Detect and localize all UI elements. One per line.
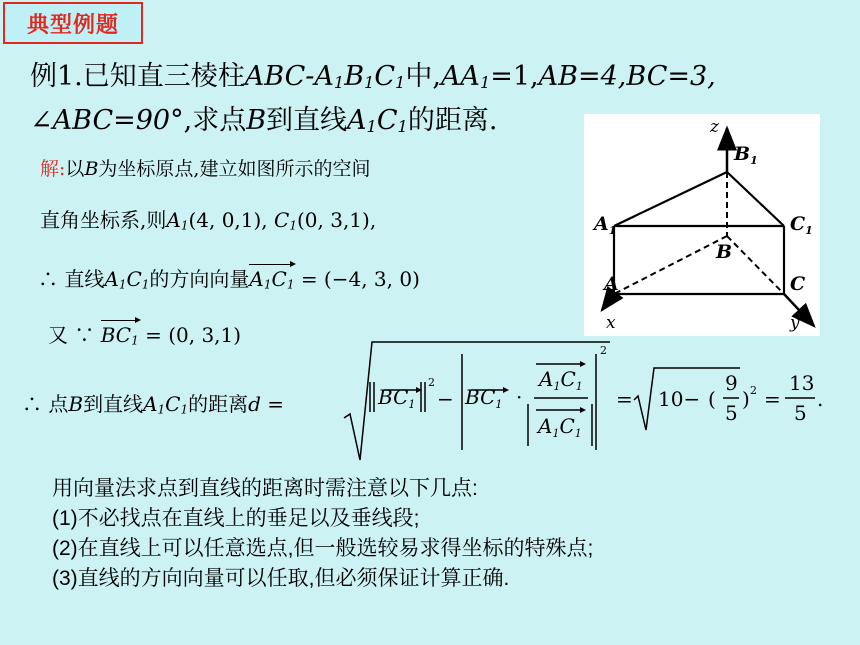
- ten-minus: 10−: [658, 387, 701, 411]
- y-label: y: [790, 313, 800, 333]
- edge-b-a: [614, 236, 727, 294]
- result-num: 13: [789, 371, 815, 395]
- label-b1: $B_1$: [734, 143, 758, 167]
- frac-num: 9: [725, 371, 738, 395]
- notes-intro: 用向量法求点到直线的距离时需注意以下几点:: [52, 477, 478, 500]
- label-b: B: [716, 241, 733, 263]
- svg-text:.: .: [817, 387, 824, 411]
- solution-line-5: ∴ 点B到直线$A_1C_1$的距离d =: [22, 392, 285, 417]
- notes-item-2: (2)在直线上可以任意选点,但一般选较易求得坐标的特殊点;: [52, 537, 594, 560]
- distance-formula: [340, 338, 840, 464]
- svg-text:2: 2: [428, 376, 435, 389]
- notes-block: [52, 474, 593, 594]
- edge-b1-a1: [614, 172, 727, 226]
- svg-text:=: =: [616, 387, 633, 411]
- svg-text:BC1: $BC_1$: [465, 385, 503, 411]
- svg-text:(: (: [708, 387, 716, 411]
- svg-text:A1C1: $A_1C_1$: [539, 367, 583, 393]
- example-tag: [3, 2, 143, 44]
- vector-bc1: $BC_1$: [100, 323, 139, 348]
- solution-line-1: 解:以B为坐标原点,建立如图所示的空间: [40, 158, 371, 180]
- notes-item-1: (1)不必找点在直线上的垂足以及垂线段;: [52, 507, 420, 530]
- prism-diagram: [584, 114, 820, 336]
- z-label: z: [710, 117, 719, 137]
- label-a: A: [604, 273, 619, 295]
- result-den: 5: [794, 401, 807, 425]
- svg-text:·: ·: [516, 385, 523, 409]
- edge-b1-c1: [727, 172, 784, 226]
- label-c: C: [790, 273, 806, 295]
- label-c1: $C_1$: [790, 213, 813, 237]
- label-a1: $A_1$: [594, 213, 617, 237]
- solution-line-2: 直角坐标系,则$A_1(4$, 0,1), $C_1(0$, 3,1),: [40, 208, 377, 233]
- solution-line-4: 又 ∵ $BC_1 = (0$, 3,1): [48, 323, 242, 348]
- x-label: x: [606, 313, 616, 333]
- x-axis: [602, 294, 614, 310]
- example-tag-label: 典型例题: [26, 12, 119, 38]
- svg-text:−: −: [437, 387, 454, 411]
- edge-b-c: [727, 236, 784, 294]
- solution-line-3: ∴ 直线$A_1C_1$的方向向量$A_1C_1 = (-4$, 3, 0): [38, 267, 420, 292]
- svg-text:2: 2: [750, 384, 757, 397]
- problem-line-1: 例1.已知直三棱柱ABC-$A_1B_1C_1$中$,AA_1=1,AB=4,BC=3$,: [30, 61, 716, 93]
- svg-text:=: =: [764, 387, 781, 411]
- svg-text:A1C1: $A_1C_1$: [538, 414, 582, 440]
- svg-text:2: 2: [600, 344, 607, 357]
- vector-a1c1: $A_1C_1$: [249, 267, 295, 292]
- problem-line-2: ∠ABC=90°,求点B到直线$A_1C_1$的距离.: [30, 105, 498, 137]
- prism-figure: [584, 114, 820, 336]
- svg-text:): ): [742, 387, 750, 411]
- svg-text:BC1: $BC_1$: [378, 385, 416, 411]
- frac-den: 5: [725, 401, 738, 425]
- notes-item-3: (3)直线的方向向量可以任取,但必须保证计算正确.: [52, 567, 510, 590]
